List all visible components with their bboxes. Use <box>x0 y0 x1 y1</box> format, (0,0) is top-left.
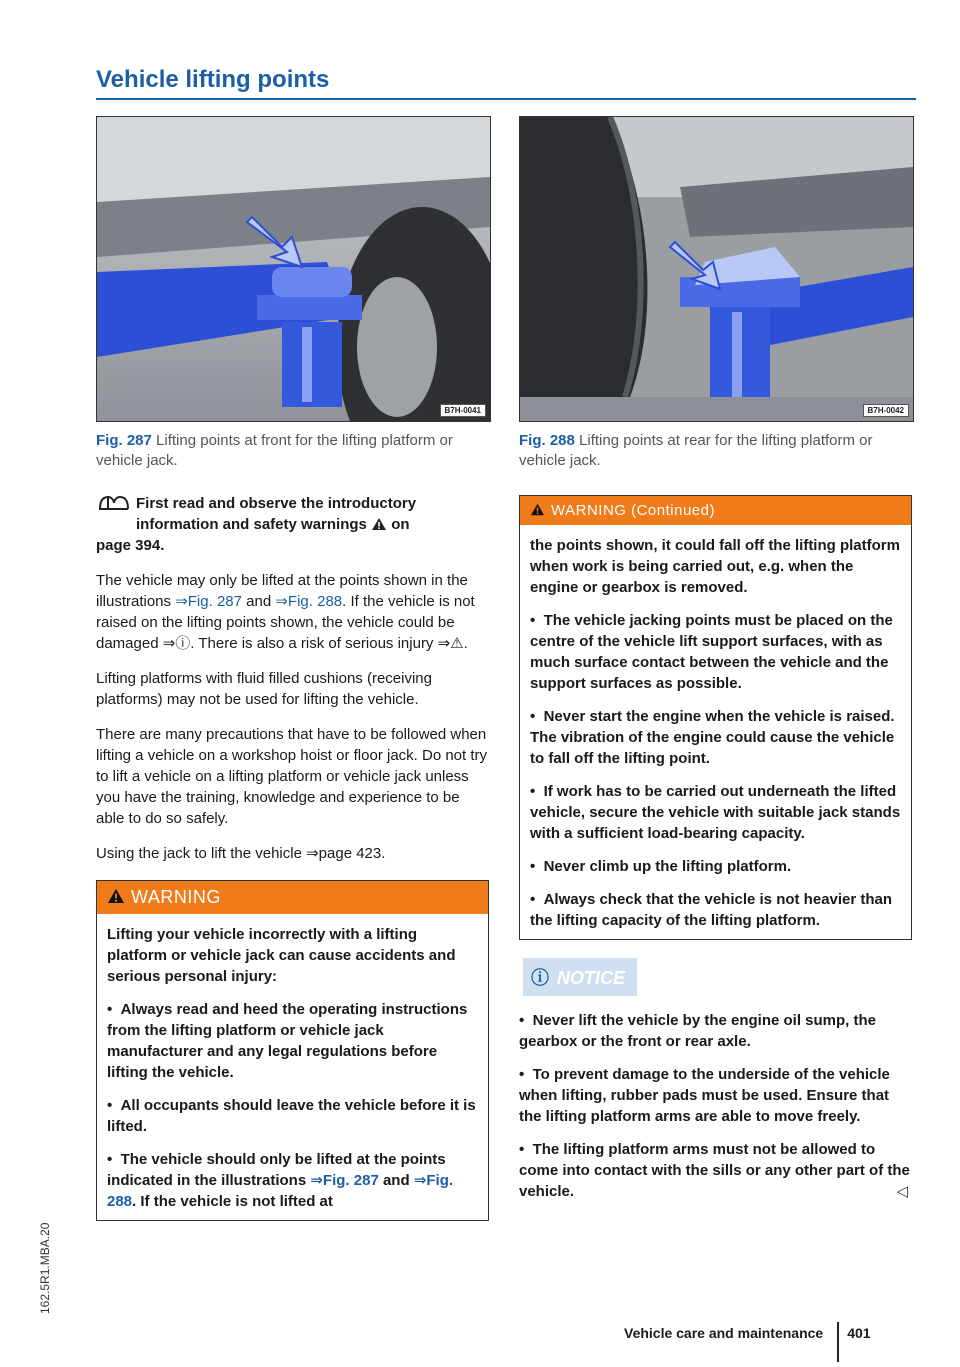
list-item: • To prevent damage to the underside of the vehicle when lifting, rubber pads must be used. Ensure that the lifting platform arms are able to move freely. <box>519 1064 912 1127</box>
list-item: • The vehicle jacking points must be placed on the centre of the vehicle lift support surfaces, with as much surface contact between the vehicle and the support surfaces as possible. <box>530 610 901 694</box>
notice-body <box>519 1010 912 1202</box>
figure-288-caption: Fig. 288 Lifting points at rear for the lifting platform or vehicle jack. <box>519 432 873 469</box>
intro-note: First read and observe the introductory information and safety warnings on page 394. <box>96 495 417 554</box>
warning-continued-body: the points shown, it could fall off the lifting platform when work is being carried out, e.g. when the engine or gearbox is removed. • The vehicle jacking points must be placed on the centre of the vehicle lift support surfaces, with as much surface contact between the vehicle and the support surfaces as possible. • Never start the engine when the vehicle is raised. The vibration of the engine could cause the vehicle to fall off the lifting point. • If work has to be carried out underneath the lifted vehicle, secure the vehicle with suitable jack stands with a sufficient load-bearing capacity. • Never climb up the lifting platform. • Always check that the vehicle is not heavier than the lifting capacity of the lifting platform. <box>520 525 911 939</box>
body-paragraph: Using the jack to lift the vehicle ⇒page 423. <box>96 845 386 862</box>
warning-box <box>96 880 489 1221</box>
warning-triangle-icon <box>107 888 125 904</box>
warning-body: Lifting your vehicle incorrectly with a lifting platform or vehicle jack can cause accidents and serious personal injury: • Always read and heed the operating instructions from the lifting platform or vehicle jack manufacturer and any legal regulations before lifting the vehicle. • All occupants should leave the vehicle before it is lifted. • The vehicle should only be lifted at the points indicated in the illustrations ⇒Fig. 287 and ⇒Fig. 288. If the vehicle is not lifted at <box>97 914 488 1220</box>
page-title: Vehicle lifting points <box>96 66 330 93</box>
list-item: • The lifting platform arms must not be allowed to come into contact with the sills or any other part of the vehicle. ◁ <box>519 1139 912 1202</box>
list-item: • Never start the engine when the vehicle is raised. The vibration of the engine could cause the vehicle to fall off the lifting point. <box>530 706 901 769</box>
left-column <box>96 116 489 1221</box>
warning-continued-box <box>519 495 912 940</box>
warning-continued-header: WARNING (Continued) <box>520 496 911 525</box>
figure-number: Fig. 287 <box>96 432 152 449</box>
figure-number: Fig. 288 <box>519 432 575 449</box>
figure-288 <box>519 116 914 422</box>
title-rule <box>96 98 916 100</box>
side-code: 162.5R1.MBA.20 <box>38 1222 52 1314</box>
body-paragraph: There are many precautions that have to be followed when lifting a vehicle on a workshop hoist or floor jack. Do not try to lift a vehicle on a lifting platform or vehicle jack unless you have the training, knowledge and experience to be able to do so safely. <box>96 726 488 827</box>
rear-lifting-point-illustration <box>520 117 913 397</box>
list-item: • All occupants should leave the vehicle before it is lifted. <box>107 1095 478 1137</box>
figure-code: B7H-0042 <box>863 404 909 417</box>
right-column <box>519 116 912 1214</box>
page-number: 401 <box>847 1325 871 1341</box>
fig-287-link[interactable]: ⇒Fig. 287 <box>310 1172 379 1189</box>
notice-header: ⓘ NOTICE <box>523 958 637 996</box>
body-paragraph: The vehicle may only be lifted at the points shown in the illustrations ⇒Fig. 287 and ⇒Fig. 288. If the vehicle is not raised on the lifting points shown, the vehicle could be damaged ⇒ⓘ. There is also a risk of serious injury ⇒⚠. <box>96 572 475 652</box>
footer-section: Vehicle care and maintenance <box>624 1325 824 1341</box>
end-of-section-icon: ◁ <box>896 1183 908 1200</box>
list-item: • The vehicle should only be lifted at the points indicated in the illustrations ⇒Fig. 287 and ⇒Fig. 288. If the vehicle is not lifted at <box>107 1149 478 1212</box>
fig-288-link[interactable]: ⇒Fig. 288 <box>275 593 343 610</box>
notice-circle-icon: ⓘ <box>531 968 549 988</box>
warning-triangle-icon <box>371 517 387 531</box>
book-icon <box>98 495 130 511</box>
figure-287-caption: Fig. 287 Lifting points at front for the lifting platform or vehicle jack. <box>96 432 453 469</box>
list-item: • Never lift the vehicle by the engine oil sump, the gearbox or the front or rear axle. <box>519 1010 912 1052</box>
fig-288-link[interactable]: ⇒Fig. 288 <box>107 1172 454 1210</box>
body-paragraph: Lifting platforms with fluid filled cushions (receiving platforms) may not be used for lifting the vehicle. <box>96 670 432 708</box>
figure-code: B7H-0041 <box>440 404 486 417</box>
list-item: • Always check that the vehicle is not heavier than the lifting capacity of the lifting platform. <box>530 889 901 931</box>
list-item: • If work has to be carried out underneath the lifted vehicle, secure the vehicle with suitable jack stands with a sufficient load-bearing capacity. <box>530 781 901 844</box>
list-item: • Always read and heed the operating instructions from the lifting platform or vehicle jack manufacturer and any legal regulations before lifting the vehicle. <box>107 999 478 1083</box>
page-footer <box>624 1322 871 1362</box>
warning-header: WARNING <box>97 881 488 914</box>
fig-287-link[interactable]: ⇒Fig. 287 <box>175 593 242 610</box>
list-item: • Never climb up the lifting platform. <box>530 856 901 877</box>
figure-287 <box>96 116 491 422</box>
warning-triangle-icon <box>530 503 545 516</box>
front-lifting-point-illustration <box>97 117 490 421</box>
